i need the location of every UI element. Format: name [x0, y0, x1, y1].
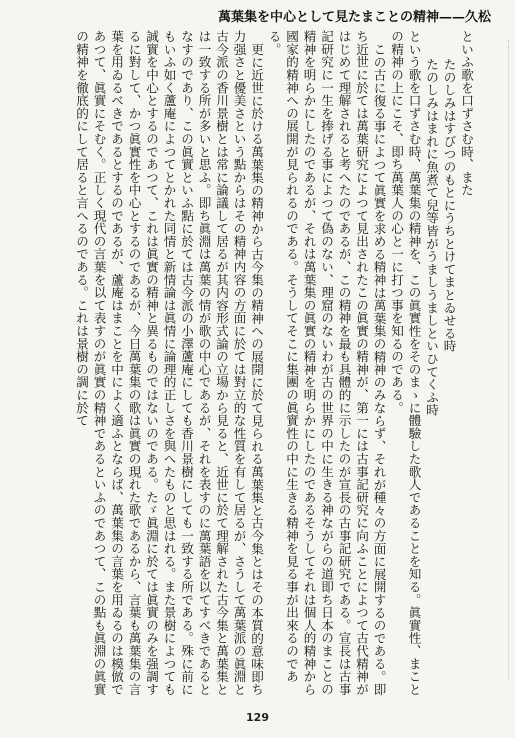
- body-paragraph: といふ歌を口ずさむ時、また: [459, 30, 474, 197]
- body-paragraph: 更に近世に於ける萬葉集の精神から古今集の精神への展開に於て見られる萬葉集と古今集とはその本質的意味即ち力强さと優美さという點からはその精神内容の方面に於ては對立的な性質を有して居るが、さうして萬葉派の眞淵と古今派の香川景樹とは常に論議して居るが其内容形式論の立場から見ると、近世に於て理解された古今集と萬葉集とは一致する所が多いと思ふ。即ち眞淵は萬葉の情が歌の中心であるが、それを表すのに萬葉語を以てすべきであるとなすのであり、この眞實といふ點に於ては古今派の小澤蘆庵にしても香川景樹にしても一致する所である。殊に前にもいふ如く蘆庵によつてとかれた同情と新情論は眞情に論理的正しさを與へたものと思はれる。また景樹によつても誠實を中心とするのであつて、これは眞實の精神と異るものではないのである。たゞ眞淵に於ては眞實のみを强調するに對して、かつ眞實性を中心とするのであるが、今日萬葉集の歌は眞實の現れた歌であるから、言葉も萬葉集の言葉を用ゐるべきであるとするのであるが、蘆庵はまことを中によく適ふとならば、萬葉集の言葉を用ゐるのは模倣であつて、眞實にそむく。正しく現代の言葉を以て表すのが眞實の精神であるといふのであつて、この點も眞淵の眞實の精神を徹底的にして居ると言へるのである。これは景樹の調に於て: [74, 30, 264, 696]
- vertical-body-text: [26, 30, 475, 698]
- body-paragraph: という歌を口ずさむ時、萬葉集の精神を、この眞實性をそのまゝに體驗した歌人であることを知る。眞實性、まことの精神の上にこそ、即ち萬葉人の心と一に打つ事を知るのである。: [389, 30, 422, 696]
- page-edge-mark: [505, 40, 509, 680]
- poem-line: たのしみはすびつのもとにうちとけてまとゐせる時: [441, 57, 457, 353]
- body-paragraph: この古に復る事によつて眞實を求める精神は萬葉集の精神のみならず、それが種々の方面に展開するのである。即ち近世に於ては萬葉研究によつて見出されたこの眞實の精神が、第一には古事記研究に向ふことによつて古代精神がはじめて理解されると考へたのであるが、この精神を最も具體的に示したのが宣長の古事記研究である。宣長は古事記研究に一生を捧げる事によつて偽のない、理窟のないわが古の世界の中に生きる神ながらの道即ち日本のまことの精神を明らかにしたのであるが、それは萬葉集の眞實の精神を明らかにしたのであるそうしてそれは個人的精神から國家的精神への展開が見られるのである。そうしてそこに集團の眞實性の中に生きる精神を見る事が出來るのである。: [266, 30, 387, 696]
- page-number: 129: [246, 711, 269, 724]
- poem-line: たのしみはまれに魚煮て兒等皆がうましうましといひてくふ時: [424, 57, 439, 417]
- running-head-title: 萬葉集を中心として見たまことの精神——久松: [217, 9, 491, 25]
- running-header: [22, 6, 491, 24]
